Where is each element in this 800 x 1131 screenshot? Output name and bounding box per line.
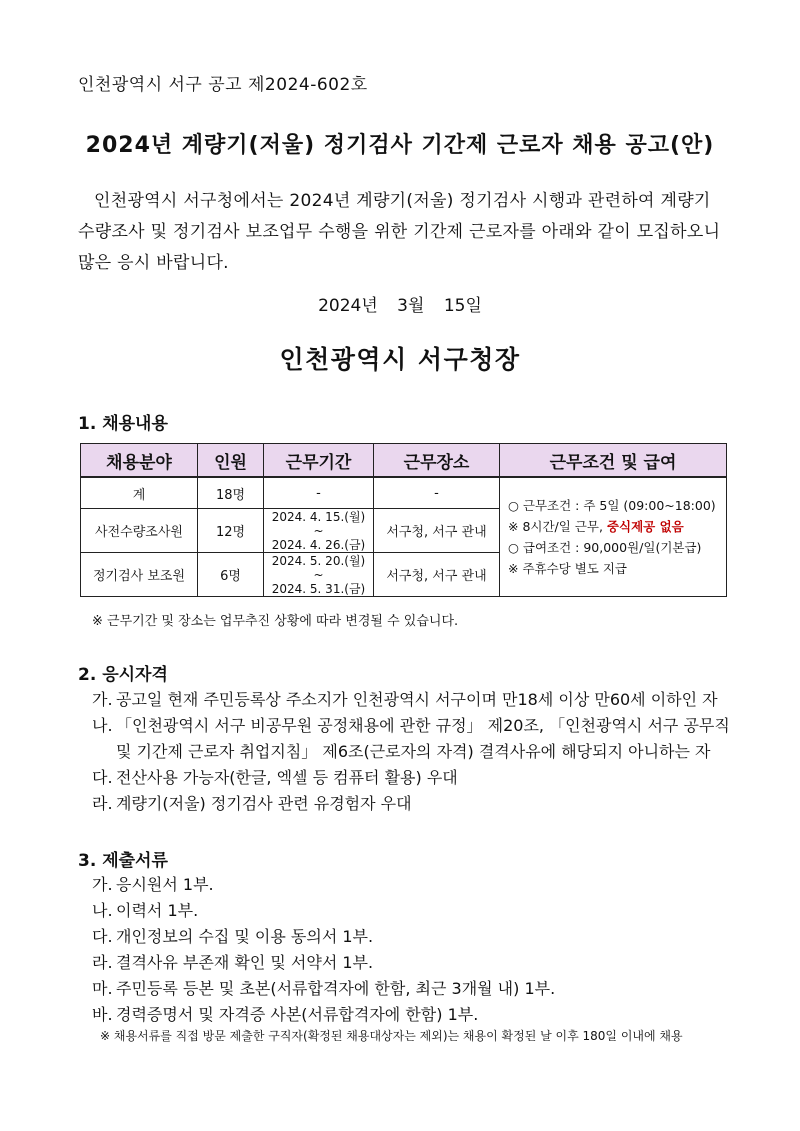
col-header-conditions: 근무조건 및 급여 <box>500 444 727 478</box>
condition-pay: ○ 급여조건 : 90,000원/일(기본급) <box>508 540 702 555</box>
period-start: 2024. 5. 20.(월) <box>271 553 366 568</box>
list-item <box>92 898 198 921</box>
list-item-key: 바. <box>92 1005 113 1024</box>
cell-field: 사전수량조사원 <box>81 509 198 553</box>
section3-heading: 3. 제출서류 <box>78 851 168 871</box>
table-note: ※ 근무기간 및 장소는 업무추진 상황에 따라 변경될 수 있습니다. <box>92 614 459 629</box>
list-item <box>92 950 373 973</box>
list-item-key: 나. <box>92 716 113 735</box>
list-item-text: 이력서 1부. <box>116 901 199 920</box>
announcement-date: 2024년 3월 15일 <box>318 296 482 316</box>
table-row <box>81 477 727 509</box>
list-item-text: 결격사유 부존재 확인 및 서약서 1부. <box>116 953 374 972</box>
list-item <box>92 976 555 999</box>
list-item-key: 마. <box>92 979 113 998</box>
list-item-key: 나. <box>92 901 113 920</box>
list-item-text: 및 기간제 근로자 취업지침」 제6조(근로자의 자격) 결격사유에 해당되지 아니하는 자 <box>116 742 711 761</box>
col-header-field: 채용분야 <box>81 444 198 478</box>
cell-place: 서구청, 서구 관내 <box>374 553 500 597</box>
intro-text: 인천광역시 서구청에서는 2024년 계량기(저울) 정기검사 시행과 관련하여 계량기 수량조사 및 정기검사 보조업무 수행을 위한 기간제 근로자를 아래와 같이 모집하오니 많은 응시 바랍니다. <box>78 191 721 273</box>
list-item-key: 라. <box>92 794 113 813</box>
period-separator: ~ <box>313 567 324 582</box>
issuer-name: 인천광역시 서구청장 <box>279 345 521 374</box>
cell-place: - <box>374 477 500 509</box>
cell-field: 정기검사 보조원 <box>81 553 198 597</box>
table-header-row <box>81 444 727 478</box>
list-item-text: 응시원서 1부. <box>116 875 214 894</box>
col-header-count: 인원 <box>198 444 264 478</box>
recruitment-table <box>80 443 727 597</box>
cell-count: 6명 <box>198 553 264 597</box>
list-item-text: 「인천광역시 서구 비공무원 공정채용에 관한 규정」 제20조, 「인천광역시 서구 공무직 <box>116 716 730 735</box>
list-item-key: 가. <box>92 875 113 894</box>
list-item <box>92 791 412 814</box>
list-item-text: 주민등록 등본 및 초본(서류합격자에 한함, 최근 3개월 내) 1부. <box>116 979 556 998</box>
cell-count: 18명 <box>198 477 264 509</box>
list-item-key: 다. <box>92 768 113 787</box>
cell-count: 12명 <box>198 509 264 553</box>
list-item <box>92 872 214 895</box>
page-title: 2024년 계량기(저울) 정기검사 기간제 근로자 채용 공고(안) <box>85 133 715 158</box>
notice-number: 인천광역시 서구 공고 제2024-602호 <box>78 75 368 95</box>
period-end: 2024. 4. 26.(금) <box>271 537 366 552</box>
list-item-key: 라. <box>92 953 113 972</box>
cell-place: 서구청, 서구 관내 <box>374 509 500 553</box>
condition-note-meal <box>508 516 726 537</box>
period-separator: ~ <box>313 523 324 538</box>
list-item-text: 공고일 현재 주민등록상 주소지가 인천광역시 서구이며 만18세 이상 만60세 이하인 자 <box>116 690 718 709</box>
section1-heading: 1. 채용내용 <box>78 414 168 434</box>
list-item <box>92 739 711 762</box>
list-item-text: 개인정보의 수집 및 이용 동의서 1부. <box>116 927 374 946</box>
list-item <box>92 713 730 736</box>
period-start: 2024. 4. 15.(월) <box>271 509 366 524</box>
condition-note-text: ※ 8시간/일 근무, <box>508 519 607 534</box>
list-item-key: 다. <box>92 927 113 946</box>
list-item <box>92 924 373 947</box>
footnote: ※ 채용서류를 직접 방문 제출한 구직자(확정된 채용대상자는 제외)는 채용이 확정된 날 이후 180일 이내에 채용 <box>100 1029 683 1043</box>
cell-period <box>264 509 374 553</box>
list-item-key: 가. <box>92 690 113 709</box>
section2-heading: 2. 응시자격 <box>78 665 168 685</box>
period-end: 2024. 5. 31.(금) <box>271 581 366 596</box>
condition-hours: ○ 근무조건 : 주 5일 (09:00~18:00) <box>508 498 716 513</box>
intro-paragraph <box>78 186 726 279</box>
list-item <box>92 765 458 788</box>
list-item <box>92 1002 478 1025</box>
cell-conditions <box>500 477 727 597</box>
cell-field: 계 <box>81 477 198 509</box>
cell-period: - <box>264 477 374 509</box>
list-item-text: 계량기(저울) 정기검사 관련 유경험자 우대 <box>116 794 412 813</box>
list-item-text: 전산사용 가능자(한글, 엑셀 등 컴퓨터 활용) 우대 <box>116 768 458 787</box>
list-item-text: 경력증명서 및 자격증 사본(서류합격자에 한함) 1부. <box>116 1005 479 1024</box>
no-meal-highlight: 중식제공 없음 <box>606 519 684 534</box>
cell-period <box>264 553 374 597</box>
col-header-period: 근무기간 <box>264 444 374 478</box>
condition-allowance: ※ 주휴수당 별도 지급 <box>508 561 627 576</box>
col-header-place: 근무장소 <box>374 444 500 478</box>
list-item <box>92 687 718 710</box>
